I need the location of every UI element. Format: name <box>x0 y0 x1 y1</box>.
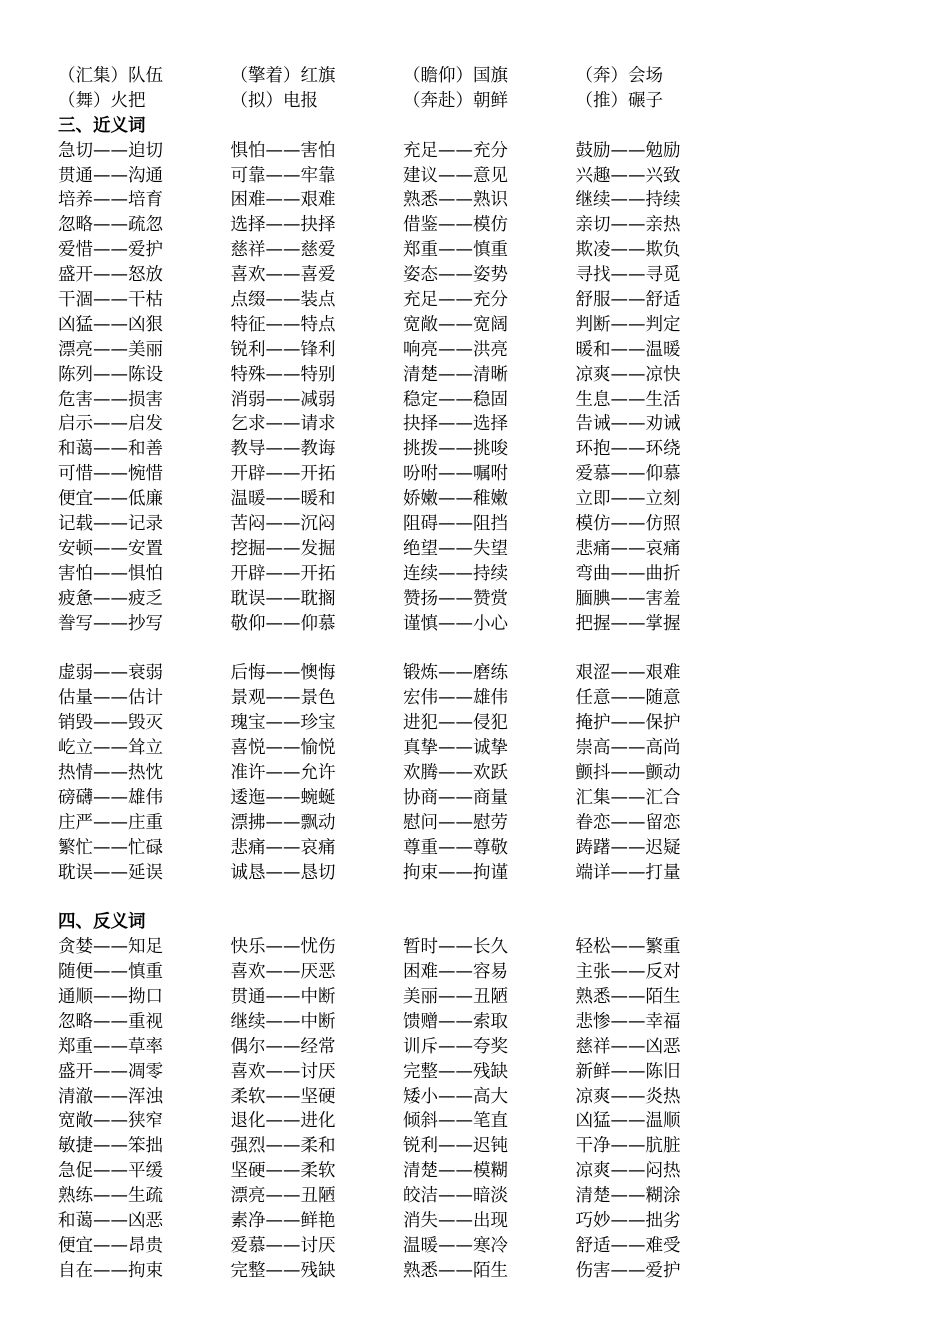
word-pair: 巧妙——拙劣 <box>575 1210 681 1231</box>
word-pair: 记载——记录 <box>58 514 163 535</box>
word-pair: 磅礴——雄伟 <box>58 787 163 808</box>
word-pair: 耽误——耽搁 <box>230 588 336 609</box>
word-pair: 真挚——诚挚 <box>403 738 508 759</box>
synonym-row <box>58 786 918 811</box>
word-pair: 挖掘——发掘 <box>230 538 336 559</box>
antonym-row <box>58 1085 918 1110</box>
word-pair: 连续——持续 <box>403 563 508 584</box>
word-pair: 素净——鲜艳 <box>230 1210 336 1231</box>
word-pair: 消弱——减弱 <box>230 389 336 410</box>
word-pair: 继续——中断 <box>230 1011 336 1032</box>
word-pair: 虚弱——衰弱 <box>58 663 163 684</box>
synonyms-heading: 三、近义词 <box>58 115 146 136</box>
word-pair: 清楚——清晰 <box>403 364 508 385</box>
word-pair: 准许——允许 <box>230 762 336 783</box>
word-pair: 漂拂——飘动 <box>230 812 336 833</box>
section-gap <box>58 885 918 910</box>
word-pair: 掩护——保护 <box>575 713 681 734</box>
antonym-row <box>58 1060 918 1085</box>
word-pair: 熟悉——陌生 <box>403 1260 508 1281</box>
synonym-row <box>58 139 918 164</box>
word-pair: 特征——特点 <box>230 314 336 335</box>
word-pair: 喜欢——讨厌 <box>230 1061 336 1082</box>
word-pair: （舞）火把 <box>58 90 146 111</box>
antonym-row <box>58 1109 918 1134</box>
word-pair: 漂亮——丑陋 <box>230 1186 336 1207</box>
word-pair: （奔赴）朝鲜 <box>403 90 508 111</box>
synonym-row <box>58 487 918 512</box>
word-pair: 瑰宝——珍宝 <box>230 713 336 734</box>
synonym-row <box>58 686 918 711</box>
synonym-row <box>58 861 918 886</box>
word-pair: 鼓励——勉励 <box>575 140 681 161</box>
word-pair: 干涸——干枯 <box>58 290 163 311</box>
word-pair: 娇嫩——稚嫩 <box>403 489 508 510</box>
word-pair: 悲惨——幸福 <box>575 1011 681 1032</box>
intro-section <box>58 64 918 114</box>
word-pair: 腼腆——害羞 <box>575 588 681 609</box>
word-pair: 训斥——夸奖 <box>403 1036 508 1057</box>
synonym-row <box>58 263 918 288</box>
synonym-row <box>58 811 918 836</box>
synonym-row <box>58 512 918 537</box>
word-pair: 偶尔——经常 <box>230 1036 336 1057</box>
word-pair: 欢腾——欢跃 <box>403 762 508 783</box>
word-pair: 模仿——仿照 <box>575 514 681 535</box>
word-pair: 继续——持续 <box>575 190 681 211</box>
synonym-row <box>58 736 918 761</box>
document-page <box>58 64 918 1284</box>
word-pair: （推）碾子 <box>575 90 663 111</box>
word-pair: 亲切——亲热 <box>575 215 681 236</box>
word-pair: 充足——充分 <box>403 290 508 311</box>
intro-row <box>58 89 918 114</box>
word-pair: （拟）电报 <box>230 90 318 111</box>
word-pair: 凉爽——炎热 <box>575 1086 681 1107</box>
word-pair: 熟悉——陌生 <box>575 986 681 1007</box>
word-pair: 贯通——沟通 <box>58 165 163 186</box>
antonym-row <box>58 985 918 1010</box>
word-pair: 凉爽——闷热 <box>575 1161 681 1182</box>
synonym-row <box>58 213 918 238</box>
word-pair: 逶迤——蜿蜒 <box>230 787 336 808</box>
synonym-row <box>58 388 918 413</box>
word-pair: 害怕——惧怕 <box>58 563 163 584</box>
synonym-row <box>58 288 918 313</box>
word-pair: 喜悦——愉悦 <box>230 738 336 759</box>
word-pair: 悲痛——哀痛 <box>230 837 336 858</box>
word-pair: 柔软——坚硬 <box>230 1086 336 1107</box>
word-pair: 借鉴——模仿 <box>403 215 508 236</box>
word-pair: 干净——肮脏 <box>575 1136 681 1157</box>
word-pair: 点缀——装点 <box>230 290 336 311</box>
synonym-row <box>58 537 918 562</box>
word-pair: 忽略——重视 <box>58 1011 163 1032</box>
section-gap <box>58 636 918 661</box>
word-pair: 安顿——安置 <box>58 538 163 559</box>
synonym-row <box>58 836 918 861</box>
word-pair: 困难——艰难 <box>230 190 336 211</box>
synonyms-list-part1 <box>58 139 918 637</box>
intro-row <box>58 64 918 89</box>
word-pair: 清澈——浑浊 <box>58 1086 163 1107</box>
word-pair: 忽略——疏忽 <box>58 215 163 236</box>
word-pair: 暖和——温暖 <box>575 339 681 360</box>
word-pair: 退化——进化 <box>230 1111 336 1132</box>
synonym-row <box>58 338 918 363</box>
word-pair: 屹立——耸立 <box>58 738 163 759</box>
word-pair: （奔）会场 <box>575 66 663 86</box>
word-pair: 稳定——稳固 <box>403 389 508 410</box>
word-pair: 慈祥——凶恶 <box>575 1036 681 1057</box>
word-pair: 环抱——环绕 <box>575 439 681 460</box>
word-pair: 弯曲——曲折 <box>575 563 681 584</box>
word-pair: 乞求——请求 <box>230 414 336 435</box>
word-pair: 消失——出现 <box>403 1210 508 1231</box>
word-pair: 急切——迫切 <box>58 140 163 161</box>
word-pair: 强烈——柔和 <box>230 1136 336 1157</box>
synonym-row <box>58 562 918 587</box>
word-pair: 凶猛——温顺 <box>575 1111 681 1132</box>
word-pair: 踌躇——迟疑 <box>575 837 681 858</box>
antonym-row <box>58 1184 918 1209</box>
antonyms-list <box>58 935 918 1283</box>
word-pair: 庄严——庄重 <box>58 812 163 833</box>
word-pair: 充足——充分 <box>403 140 508 161</box>
word-pair: 熟悉——熟识 <box>403 190 508 211</box>
word-pair: 生息——生活 <box>575 389 681 410</box>
word-pair: 锻炼——磨练 <box>403 663 508 684</box>
word-pair: 贪婪——知足 <box>58 937 163 958</box>
word-pair: 判断——判定 <box>575 314 681 335</box>
antonym-row <box>58 1209 918 1234</box>
word-pair: 开辟——开拓 <box>230 464 336 485</box>
word-pair: 喜欢——喜爱 <box>230 265 336 286</box>
word-pair: 阻碍——阻挡 <box>403 514 508 535</box>
word-pair: 崇高——高尚 <box>575 738 681 759</box>
word-pair: （瞻仰）国旗 <box>403 66 508 86</box>
word-pair: 皎洁——暗淡 <box>403 1186 508 1207</box>
word-pair: 和蔼——凶恶 <box>58 1210 163 1231</box>
synonym-row <box>58 437 918 462</box>
word-pair: 协商——商量 <box>403 787 508 808</box>
word-pair: 和蔼——和善 <box>58 439 163 460</box>
word-pair: 困难——容易 <box>403 962 508 983</box>
word-pair: 汇集——汇合 <box>575 787 681 808</box>
word-pair: 便宜——昂贵 <box>58 1235 163 1256</box>
word-pair: 危害——损害 <box>58 389 163 410</box>
synonym-row <box>58 761 918 786</box>
word-pair: 绝望——失望 <box>403 538 508 559</box>
word-pair: 端详——打量 <box>575 862 681 883</box>
word-pair: 告诫——劝诫 <box>575 414 681 435</box>
word-pair: 新鲜——陈旧 <box>575 1061 681 1082</box>
word-pair: 美丽——丑陋 <box>403 986 508 1007</box>
word-pair: 清楚——糊涂 <box>575 1186 681 1207</box>
antonym-row <box>58 1259 918 1284</box>
word-pair: 诚恳——恳切 <box>230 862 336 883</box>
word-pair: 陈列——陈设 <box>58 364 163 385</box>
word-pair: 进犯——侵犯 <box>403 713 508 734</box>
word-pair: 随便——慎重 <box>58 962 163 983</box>
word-pair: 馈赠——索取 <box>403 1011 508 1032</box>
word-pair: 便宜——低廉 <box>58 489 163 510</box>
word-pair: 坚硬——柔软 <box>230 1161 336 1182</box>
word-pair: 选择——抉择 <box>230 215 336 236</box>
word-pair: 兴趣——兴致 <box>575 165 681 186</box>
word-pair: 可靠——牢靠 <box>230 165 336 186</box>
word-pair: 郑重——慎重 <box>403 240 508 261</box>
word-pair: 疲惫——疲乏 <box>58 588 163 609</box>
word-pair: 寻找——寻觅 <box>575 265 681 286</box>
word-pair: 眷恋——留恋 <box>575 812 681 833</box>
word-pair: 急促——平缓 <box>58 1161 163 1182</box>
word-pair: 慈祥——慈爱 <box>230 240 336 261</box>
word-pair: 盛开——凋零 <box>58 1061 163 1082</box>
word-pair: 抉择——选择 <box>403 414 508 435</box>
word-pair: 熟练——生疏 <box>58 1186 163 1207</box>
word-pair: 挑拨——挑唆 <box>403 439 508 460</box>
word-pair: 艰涩——艰难 <box>575 663 681 684</box>
word-pair: 谨慎——小心 <box>403 613 508 634</box>
word-pair: 爱慕——讨厌 <box>230 1235 336 1256</box>
word-pair: 喜欢——厌恶 <box>230 962 336 983</box>
word-pair: 热情——热忱 <box>58 762 163 783</box>
word-pair: 估量——估计 <box>58 688 163 709</box>
word-pair: 宏伟——雄伟 <box>403 688 508 709</box>
antonym-row <box>58 1134 918 1159</box>
word-pair: 开辟——开拓 <box>230 563 336 584</box>
synonym-row <box>58 238 918 263</box>
synonym-row <box>58 363 918 388</box>
word-pair: 启示——启发 <box>58 414 163 435</box>
word-pair: 温暖——暖和 <box>230 489 336 510</box>
word-pair: 自在——拘束 <box>58 1260 163 1281</box>
word-pair: 舒适——难受 <box>575 1235 681 1256</box>
word-pair: 立即——立刻 <box>575 489 681 510</box>
word-pair: （汇集）队伍 <box>58 66 163 86</box>
word-pair: 爱慕——仰慕 <box>575 464 681 485</box>
word-pair: 把握——掌握 <box>575 613 681 634</box>
synonym-row <box>58 164 918 189</box>
word-pair: 吩咐——嘱咐 <box>403 464 508 485</box>
word-pair: 教导——教诲 <box>230 439 336 460</box>
antonym-row <box>58 1159 918 1184</box>
synonym-row <box>58 412 918 437</box>
synonym-row <box>58 612 918 637</box>
synonym-row <box>58 313 918 338</box>
word-pair: 慰问——慰劳 <box>403 812 508 833</box>
word-pair: 可惜——惋惜 <box>58 464 163 485</box>
word-pair: 姿态——姿势 <box>403 265 508 286</box>
word-pair: 欺凌——欺负 <box>575 240 681 261</box>
word-pair: 敏捷——笨拙 <box>58 1136 163 1157</box>
word-pair: 舒服——舒适 <box>575 290 681 311</box>
word-pair: 主张——反对 <box>575 962 681 983</box>
antonym-row <box>58 1035 918 1060</box>
word-pair: 伤害——爱护 <box>575 1260 681 1281</box>
word-pair: 郑重——草率 <box>58 1036 163 1057</box>
word-pair: （擎着）红旗 <box>230 66 336 86</box>
word-pair: 锐利——锋利 <box>230 339 336 360</box>
antonym-row <box>58 960 918 985</box>
synonym-row <box>58 661 918 686</box>
word-pair: 苦闷——沉闷 <box>230 514 336 535</box>
word-pair: 暂时——长久 <box>403 937 508 958</box>
synonym-row <box>58 188 918 213</box>
word-pair: 通顺——拗口 <box>58 986 163 1007</box>
synonym-row <box>58 711 918 736</box>
word-pair: 矮小——高大 <box>403 1086 508 1107</box>
word-pair: 耽误——延误 <box>58 862 163 883</box>
word-pair: 凉爽——凉快 <box>575 364 681 385</box>
word-pair: 任意——随意 <box>575 688 681 709</box>
word-pair: 特殊——特别 <box>230 364 336 385</box>
synonym-row <box>58 587 918 612</box>
word-pair: 完整——残缺 <box>230 1260 336 1281</box>
word-pair: 清楚——模糊 <box>403 1161 508 1182</box>
word-pair: 繁忙——忙碌 <box>58 837 163 858</box>
word-pair: 敬仰——仰慕 <box>230 613 336 634</box>
word-pair: 响亮——洪亮 <box>403 339 508 360</box>
word-pair: 盛开——怒放 <box>58 265 163 286</box>
word-pair: 快乐——忧伤 <box>230 937 336 958</box>
antonym-row <box>58 1010 918 1035</box>
word-pair: 凶猛——凶狠 <box>58 314 163 335</box>
word-pair: 景观——景色 <box>230 688 336 709</box>
word-pair: 悲痛——哀痛 <box>575 538 681 559</box>
antonym-row <box>58 1234 918 1259</box>
antonyms-heading: 四、反义词 <box>58 912 146 933</box>
word-pair: 轻松——繁重 <box>575 937 681 958</box>
word-pair: 赞扬——赞赏 <box>403 588 508 609</box>
word-pair: 完整——残缺 <box>403 1061 508 1082</box>
word-pair: 宽敞——宽阔 <box>403 314 508 335</box>
word-pair: 颤抖——颤动 <box>575 762 681 783</box>
word-pair: 漂亮——美丽 <box>58 339 163 360</box>
word-pair: 宽敞——狭窄 <box>58 1111 163 1132</box>
synonyms-list-part2 <box>58 661 918 885</box>
word-pair: 誊写——抄写 <box>58 613 163 634</box>
word-pair: 培养——培育 <box>58 190 163 211</box>
word-pair: 建议——意见 <box>403 165 508 186</box>
word-pair: 销毁——毁灭 <box>58 713 163 734</box>
word-pair: 锐利——迟钝 <box>403 1136 508 1157</box>
antonym-row <box>58 935 918 960</box>
word-pair: 惧怕——害怕 <box>230 140 336 161</box>
word-pair: 后悔——懊悔 <box>230 663 336 684</box>
word-pair: 拘束——拘谨 <box>403 862 508 883</box>
word-pair: 贯通——中断 <box>230 986 336 1007</box>
word-pair: 爱惜——爱护 <box>58 240 163 261</box>
word-pair: 温暖——寒冷 <box>403 1235 508 1256</box>
word-pair: 尊重——尊敬 <box>403 837 508 858</box>
synonym-row <box>58 462 918 487</box>
word-pair: 倾斜——笔直 <box>403 1111 508 1132</box>
